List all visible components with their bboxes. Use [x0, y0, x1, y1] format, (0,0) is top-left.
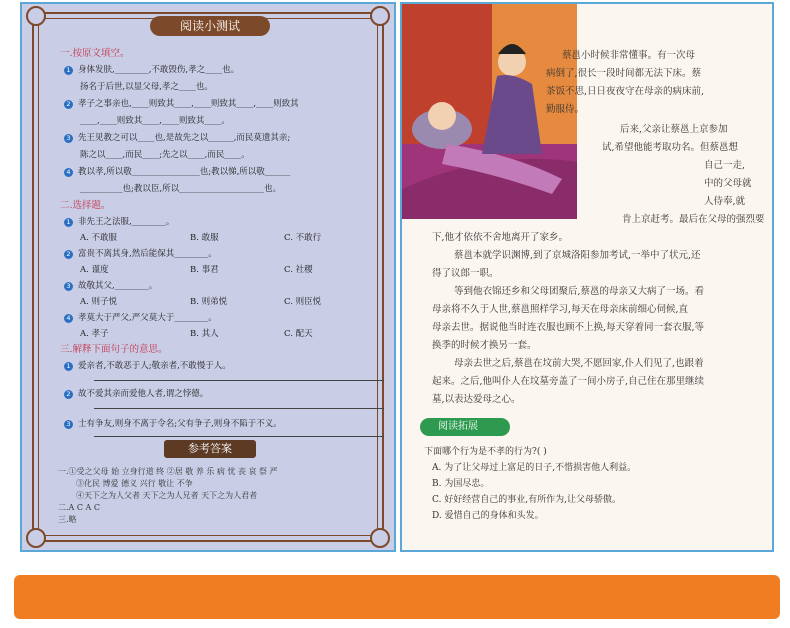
story-line: 等到他衣锦还乡和父母团聚后,蔡邕的母亲又大病了一场。看: [454, 286, 705, 297]
answer-option: C. 好好经营自己的事业,有所作为,让父母骄傲。: [432, 495, 622, 505]
number-badge: 4: [64, 314, 73, 323]
question-text: 陈之以____,而民____;先之以____,而民____。: [80, 150, 250, 160]
story-line: 蔡邕本就学识渊博,到了京城洛阳参加考试,一举中了状元,还: [454, 250, 701, 261]
story-line: 茶饭不思,日日夜夜守在母亲的病床前,: [546, 86, 705, 97]
answer-line-text: 二.A C A C: [58, 503, 100, 512]
story-illustration: [402, 4, 642, 219]
story-line: 肯上京赶考。最后在父母的强烈要: [622, 214, 765, 225]
choice-option: C. 配天: [284, 329, 313, 339]
number-badge: 3: [64, 134, 73, 143]
story-line: 人侍奉,就: [704, 196, 746, 207]
choice-option: B. 则弟悦: [190, 297, 228, 307]
answer-line: [94, 380, 384, 381]
choice-option: B. 敢服: [190, 233, 219, 243]
question-text: ____,____则致其____,____则致其____。: [80, 116, 230, 126]
answer-line: [94, 436, 384, 437]
question-text: 身体发肤,________,不敢毁伤,孝之____也。: [78, 65, 240, 75]
frame-corner-ornament: [370, 528, 390, 548]
extension-question: 下面哪个行为是不孝的行为?( ): [424, 447, 547, 457]
question-text: 士有争友,则身不离于令名;父有争子,则身不陷于不义。: [78, 419, 282, 429]
frame-corner-ornament: [26, 528, 46, 548]
quiz-page: [20, 2, 396, 552]
answer-line-text: 三.略: [58, 515, 77, 524]
choice-option: C. 社稷: [284, 265, 313, 275]
section-heading-choice: 二.选择题。: [60, 200, 111, 211]
question-text: 故敬其父,________。: [78, 281, 158, 291]
story-line: 得了议郎一职。: [432, 268, 499, 279]
answer-option: D. 爱惜自己的身体和头发。: [432, 511, 544, 521]
question-text: 孝莫大于严父,严父莫大于________。: [78, 313, 217, 323]
story-line: 母亲去世。据说他当时连衣服也顾不上换,每天穿着同一套衣服,等: [432, 322, 705, 333]
question-text: 教以孝,所以敬________________也;教以悌,所以敬______: [78, 167, 291, 177]
number-badge: 3: [64, 420, 73, 429]
story-line: 下,他才依依不舍地离开了家乡。: [432, 232, 569, 243]
question-text: 爱亲者,不敢恶于人;敬亲者,不敢慢于人。: [78, 361, 231, 371]
choice-option: A. 不敢服: [80, 233, 118, 243]
number-badge: 1: [64, 66, 73, 75]
choice-option: A. 则子悦: [80, 297, 118, 307]
frame-corner-ornament: [370, 6, 390, 26]
story-line: 蔡邕小时候非常懂事。有一次母: [562, 50, 696, 61]
story-line: 后来,父亲让蔡邕上京参加: [620, 124, 728, 135]
section-heading-explain: 三.解释下面句子的意思。: [60, 344, 168, 355]
answer-option: A. 为了让父母过上富足的日子,不惜损害他人利益。: [432, 463, 637, 473]
number-badge: 1: [64, 218, 73, 227]
answer-line-text: ④天下之为人父者 天下之为人兄者 天下之为人君者: [76, 491, 258, 500]
story-line: 自己一走,: [704, 160, 746, 171]
choice-option: C. 则臣悦: [284, 297, 322, 307]
number-badge: 4: [64, 168, 73, 177]
decorative-inner-frame: [38, 18, 378, 536]
question-text: 扬名于后世,以显父母,孝之____也。: [80, 82, 213, 92]
choice-option: C. 不敢行: [284, 233, 322, 243]
story-line: 墓,以表达爱母之心。: [432, 394, 521, 405]
extension-section-title: 阅读拓展: [420, 418, 510, 436]
question-text: 非先王之法服,________。: [78, 217, 175, 227]
story-line: 换季的时候才换另一套。: [432, 340, 537, 351]
answer-key-title: 参考答案: [164, 440, 256, 458]
story-line: 母亲去世之后,蔡邕在坟前大哭,不愿回家,仆人们见了,也跟着: [454, 358, 704, 369]
story-line: 起来。之后,他叫仆人在坟墓旁盖了一间小房子,自己住在那里继续: [432, 376, 705, 387]
story-line: 母亲将不久于人世,蔡邕照样学习,每天在母亲床前细心伺候,直: [432, 304, 689, 315]
frame-corner-ornament: [26, 6, 46, 26]
answer-line: [94, 408, 384, 409]
choice-option: B. 其人: [190, 329, 219, 339]
answer-line-text: ③化民 博爱 德义 兴行 敬让 不争: [76, 479, 193, 488]
question-text: 先王见教之可以____也,是故先之以______,而民莫遗其亲;: [78, 133, 291, 143]
quiz-title: 阅读小测试: [150, 16, 270, 36]
story-line: 病倒了,很长一段时间都无法下床。蔡: [546, 68, 702, 79]
bottom-decorative-band: [14, 575, 780, 619]
choice-option: B. 事君: [190, 265, 219, 275]
answer-option: B. 为国尽忠。: [432, 479, 490, 489]
choice-option: A. 孝子: [80, 329, 109, 339]
number-badge: 1: [64, 362, 73, 371]
question-text: 孝子之事亲也,____则致其____,____则致其____,____则致其: [78, 99, 299, 109]
question-text: 富贵不离其身,然后能保其________。: [78, 249, 217, 259]
number-badge: 2: [64, 100, 73, 109]
question-text: 故不爱其亲而爱他人者,谓之悖德。: [78, 389, 209, 399]
question-text: __________也;教以臣,所以____________________也。: [80, 184, 282, 194]
number-badge: 3: [64, 282, 73, 291]
story-page: [400, 2, 774, 552]
story-line: 试,希望他能考取功名。但蔡邕想: [602, 142, 739, 153]
number-badge: 2: [64, 250, 73, 259]
answer-line-text: 一.①受之父母 始 立身行道 终 ②居 敬 养 乐 病 忧 丧 哀 祭 严: [58, 467, 278, 476]
story-line: 中的父母就: [704, 178, 752, 189]
choice-option: A. 谨度: [80, 265, 109, 275]
number-badge: 2: [64, 390, 73, 399]
story-line: 勤服侍。: [546, 104, 585, 115]
section-heading-fill-blank: 一.按原文填空。: [60, 48, 130, 59]
